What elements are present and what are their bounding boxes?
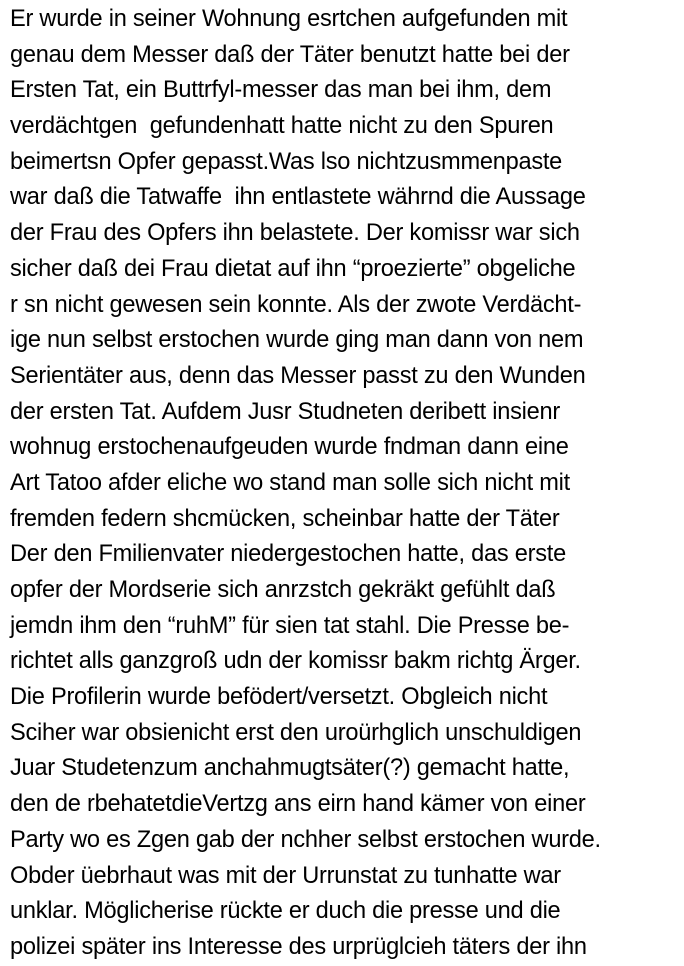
text-line: unklar. Möglicherise rückte er duch die presse und die (10, 898, 561, 925)
text-line: der ersten Tat. Aufdem Jusr Studneten deribett insienr (10, 398, 561, 425)
text-line: Juar Studetenzum anchahmugtsäter(?) gemacht hatte, (10, 755, 570, 782)
text-line: der Frau des Opfers ihn belastete. Der komissr war sich (10, 220, 580, 247)
text-line: genau dem Messer daß der Täter benutzt hatte bei der (10, 41, 570, 68)
text-line: verdächtgen gefundenhatt hatte nicht zu den Spuren (10, 113, 554, 140)
text-line: wohnug erstochenaufgeuden wurde fndman dann eine (10, 434, 569, 461)
text-line: Art Tatoo afder eliche wo stand man solle sich nicht mit (10, 469, 570, 496)
text-line: Obder üebrhaut was mit der Urrunstat zu tunhatte war (10, 862, 561, 889)
text-line: jemdn ihm den “ruhM” für sien tat stahl. Die Presse be- (10, 612, 570, 639)
text-line: Ersten Tat, ein Buttrfyl-messer das man bei ihm, dem (10, 77, 552, 104)
text-line: war daß die Tatwaffe ihn entlastete währnd die Aussage (10, 184, 586, 211)
text-line: ige nun selbst erstochen wurde ging man dann von nem (10, 327, 584, 354)
text-line: sicher daß dei Frau dietat auf ihn “proezierte” obgeliche (10, 255, 576, 282)
text-line: polizei später ins Interesse des urprüglcieh täters der ihn (10, 933, 587, 960)
text-line: Party wo es Zgen gab der nchher selbst erstochen wurde. (10, 826, 601, 853)
text-line: fremden federn shcmücken, scheinbar hatte der Täter (10, 505, 560, 532)
text-line: beimertsn Opfer gepasst.Was lso nichtzusmmenpaste (10, 148, 563, 175)
handwritten-notes-text (10, 2, 680, 966)
text-line: Er wurde in seiner Wohnung esrtchen aufgefunden mit (10, 6, 568, 32)
text-line: richtet alls ganzgroß udn der komissr bakm richtg Ärger. (10, 648, 581, 675)
text-line: Sciher war obsienicht erst den uroürhglich unschuldigen (10, 719, 582, 746)
text-line: Der den Fmilienvater niedergestochen hatte, das erste (10, 541, 566, 568)
text-line: Die Profilerin wurde befödert/versetzt. Obgleich nicht (10, 684, 548, 711)
text-line: r sn nicht gewesen sein konnte. Als der zwote Verdächt- (10, 291, 582, 318)
text-line: Serientäter aus, denn das Messer passt zu den Wunden (10, 362, 586, 389)
text-line: opfer der Mordserie sich anrzstch gekräkt gefühlt daß (10, 577, 556, 603)
text-line: den de rbehatetdieVertzg ans eirn hand kämer von einer (10, 791, 586, 818)
